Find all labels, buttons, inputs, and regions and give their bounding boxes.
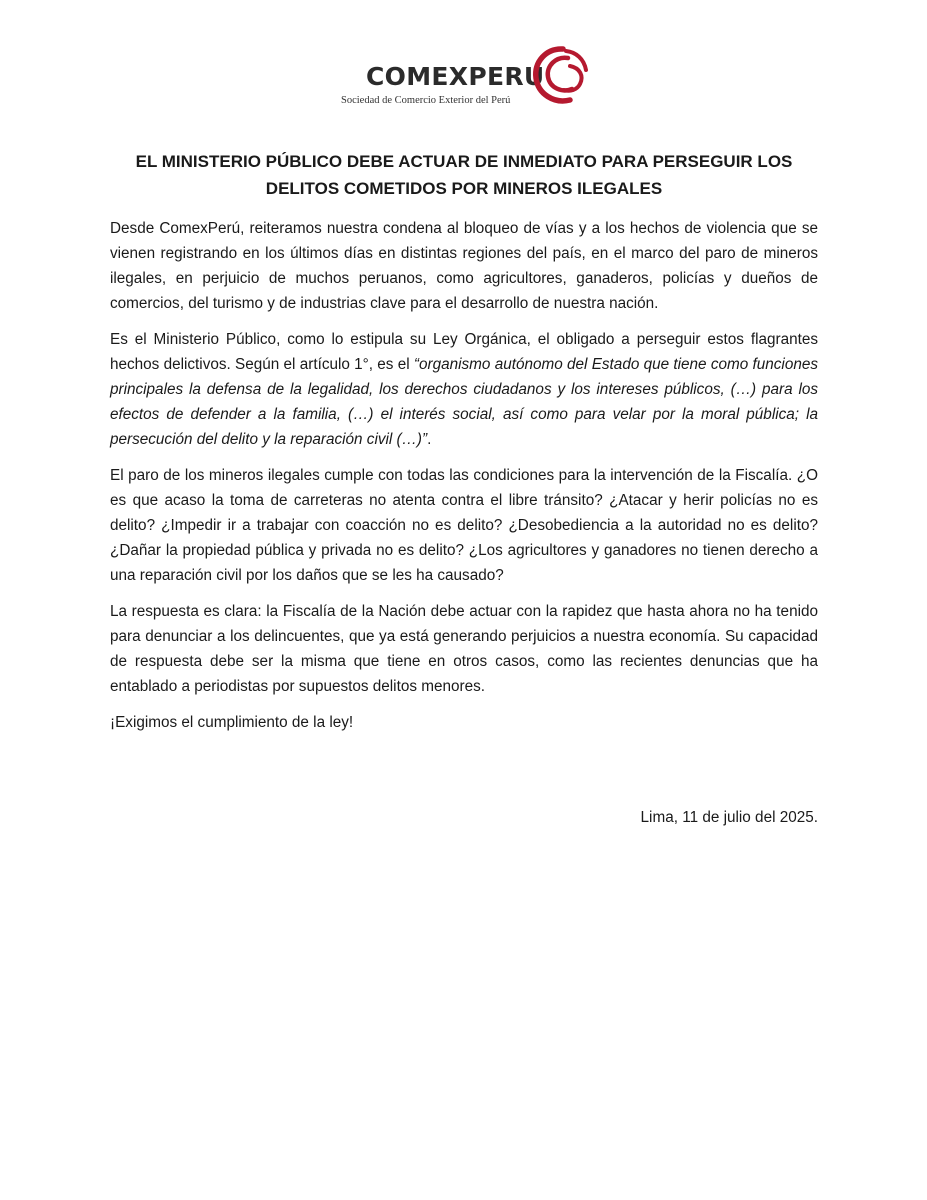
paragraph-4: La respuesta es clara: la Fiscalía de la Nación debe actuar con la rapidez que hasta ahora no ha tenido para denunciar a los delincuentes, que ya está generando perjuicios a nuestra economía. Su capacidad de respuesta debe ser la misma que tiene en otros casos, como las recientes denuncias que ha entablado a periodistas por supuestos delitos menores. — [110, 603, 818, 695]
document-body — [110, 216, 818, 746]
paragraph-2-intro: Es el Ministerio Público, como lo estipula su Ley Orgánica, el obligado a perseguir estos flagrantes hechos delictivos. Según el artículo 1°, es el — [110, 331, 818, 373]
paragraph-5: ¡Exigimos el cumplimiento de la ley! — [110, 714, 354, 731]
logo-swirl-icon — [530, 44, 588, 108]
place-date-signoff: Lima, 11 de julio del 2025. — [640, 809, 818, 826]
logo-tagline: Sociedad de Comercio Exterior del Perú — [341, 95, 511, 106]
comexperu-logo — [340, 44, 590, 114]
paragraph-1: Desde ComexPerú, reiteramos nuestra condena al bloqueo de vías y a los hechos de violencia que se vienen registrando en los últimos días en distintas regiones del país, en el marco del paro de mineros ilegales, en perjuicio de muchos peruanos, como agricultores, ganaderos, policías y dueños de comercios, del turismo y de industrias clave para el desarrollo de nuestra nación. — [110, 220, 818, 312]
title-line-2: DELITOS COMETIDOS POR MINEROS ILEGALES — [265, 179, 663, 198]
document-title — [110, 148, 818, 202]
title-line-1: EL MINISTERIO PÚBLICO DEBE ACTUAR DE INMEDIATO PARA PERSEGUIR LOS — [135, 152, 793, 171]
paragraph-2-end: . — [427, 431, 432, 448]
paragraph-2 — [110, 327, 818, 452]
ley-organica-quote: “organismo autónomo del Estado que tiene como funciones principales la defensa de la legalidad, los derechos ciudadanos y los intereses públicos, (…) para los efectos de defender a la familia, (…) el interés social, así como para velar por la moral pública; la persecución del delito y la reparación civil (…)” — [110, 356, 819, 448]
logo-wordmark: COMEXPERU — [366, 62, 545, 91]
paragraph-3: El paro de los mineros ilegales cumple con todas las condiciones para la intervención de la Fiscalía. ¿O es que acaso la toma de carreteras no atenta contra el libre tránsito? ¿Atacar y herir policías no es delito? ¿Impedir ir a trabajar con coacción no es delito? ¿Desobediencia a la autoridad no es delito? ¿Dañar la propiedad pública y privada no es delito? ¿Los agricultores y ganadores no tienen derecho a una reparación civil por los daños que se les ha causado? — [110, 467, 818, 584]
